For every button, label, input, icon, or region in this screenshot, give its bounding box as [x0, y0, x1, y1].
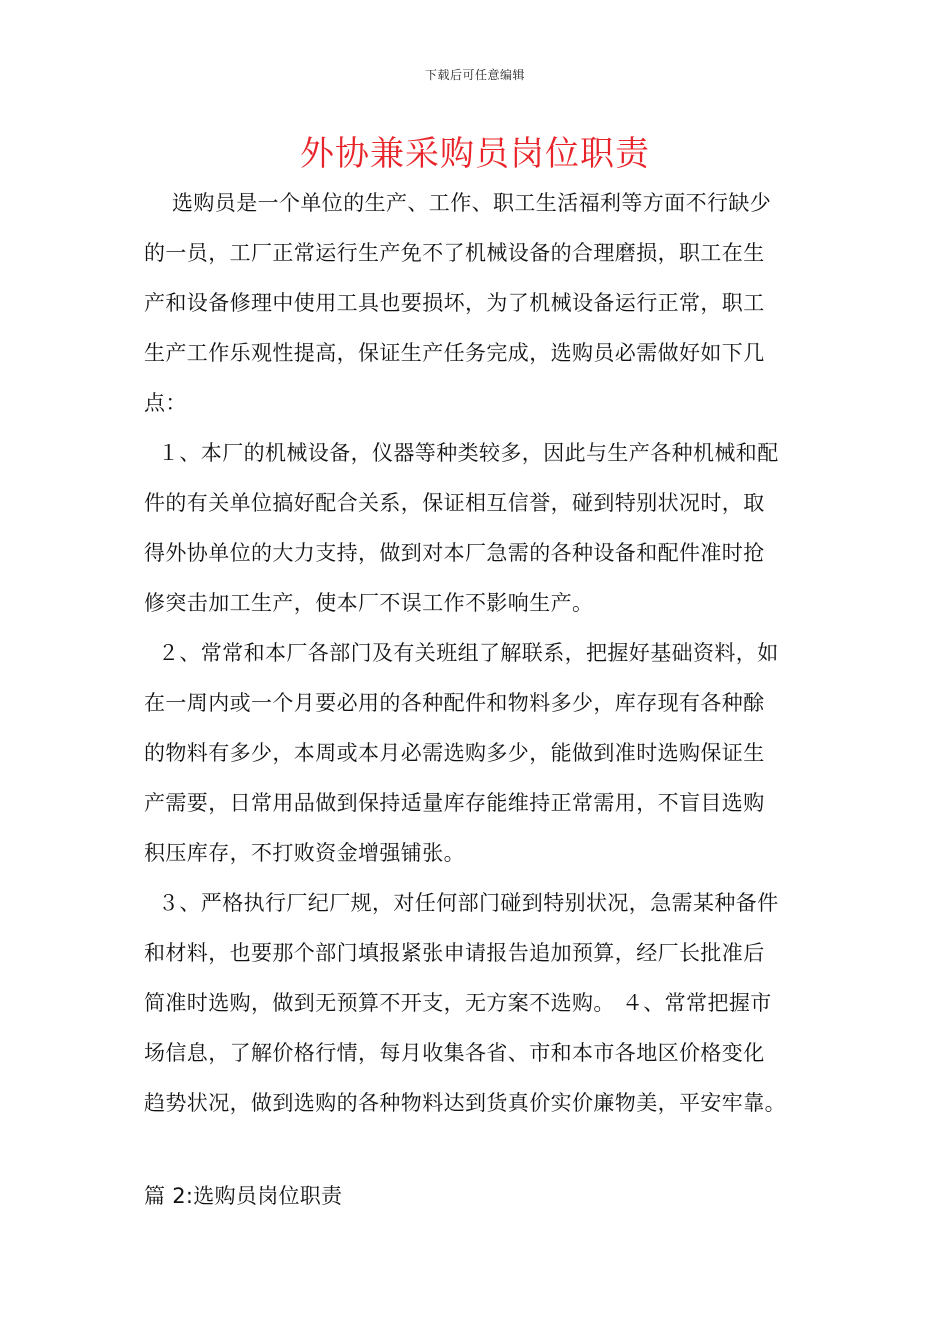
body-line: ３、严格执行厂纪厂规，对任何部门碰到特别状况，急需某种备件 [158, 891, 779, 915]
section-heading: 篇 2:选购员岗位职责 [144, 1184, 343, 1208]
body-line: 的一员，工厂正常运行生产免不了机械设备的合理磨损，职工在生 [144, 241, 765, 265]
body-line: 简准时选购，做到无预算不开支，无方案不选购。 ４、常常把握市 [144, 991, 772, 1015]
body-line: 修突击加工生产，使本厂不误工作不影响生产。 [144, 591, 594, 615]
body-line: 得外协单位的大力支持，做到对本厂急需的各种设备和配件准时抢 [144, 541, 765, 565]
body-line: 积压库存，不打败资金增强铺张。 [144, 841, 465, 865]
body-line: 件的有关单位搞好配合关系，保证相互信誉，碰到特别状况时，取 [144, 491, 765, 515]
body-line: ２、常常和本厂各部门及有关班组了解联系，把握好基础资料，如 [158, 641, 779, 665]
body-line: 趋势状况，做到选购的各种物料达到货真价实价廉物美，平安牢靠。 [144, 1091, 786, 1115]
body-line: 点： [144, 391, 187, 415]
body-line: 产和设备修理中使用工具也要损坏，为了机械设备运行正常，职工 [144, 291, 765, 315]
body-line: 选购员是一个单位的生产、工作、职工生活福利等方面不行缺少 [172, 191, 772, 215]
body-line: １、本厂的机械设备，仪器等种类较多，因此与生产各种机械和配 [158, 441, 779, 465]
body-line: 的物料有多少，本周或本月必需选购多少，能做到准时选购保证生 [144, 741, 765, 765]
body-line: 产需要，日常用品做到保持适量库存能维持正常需用，不盲目选购 [144, 791, 765, 815]
document-title: 外协兼采购员岗位职责 [300, 134, 650, 174]
body-line: 在一周内或一个月要必用的各种配件和物料多少，库存现有各种酴 [144, 691, 765, 715]
body-line: 和材料，也要那个部门填报紧张申请报告追加预算，经厂长批准后 [144, 941, 765, 965]
document-body [144, 178, 816, 1128]
header-note: 下载后可任意编辑 [424, 68, 525, 82]
body-line: 生产工作乐观性提高，保证生产任务完成，选购员必需做好如下几 [144, 341, 765, 365]
body-line: 场信息，了解价格行情，每月收集各省、市和本市各地区价格变化 [144, 1041, 765, 1065]
